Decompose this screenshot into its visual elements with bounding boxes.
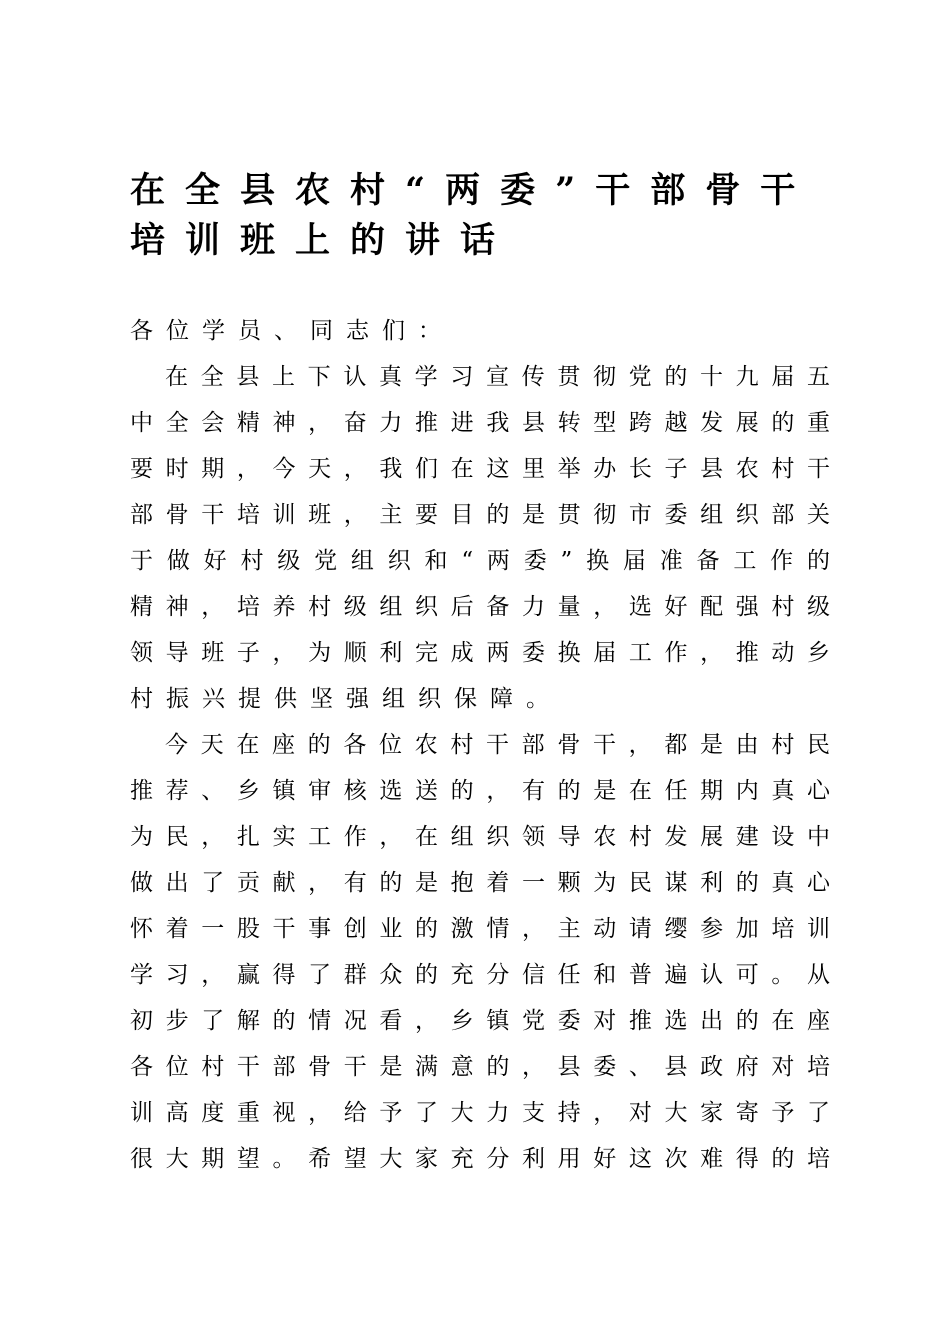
paragraph-1 (130, 354, 830, 722)
paragraph-line: 推荐、乡镇审核选送的，有的是在任期内真心 (130, 778, 830, 804)
paragraph-line: 今天在座的各位农村干部骨干，都是由村民 (165, 732, 830, 758)
paragraph-line: 中全会精神，奋力推进我县转型跨越发展的重 (130, 410, 830, 436)
paragraph-line: 初步了解的情况看，乡镇党委对推选出的在座 (130, 1008, 830, 1034)
paragraph-line: 要时期，今天，我们在这里举办长子县农村干 (130, 456, 830, 482)
paragraph-2 (130, 722, 830, 1182)
paragraph-line: 很大期望。希望大家充分利用好这次难得的培 (130, 1146, 830, 1172)
paragraph-line: 怀着一股干事创业的激情，主动请缨参加培训 (130, 916, 830, 942)
paragraph-line: 部骨干培训班，主要目的是贯彻市委组织部关 (130, 502, 830, 528)
paragraph-line: 训高度重视，给予了大力支持，对大家寄予了 (130, 1100, 830, 1126)
paragraph-line: 各位村干部骨干是满意的，县委、县政府对培 (130, 1054, 830, 1080)
paragraph-line: 为民，扎实工作，在组织领导农村发展建设中 (130, 824, 830, 850)
title-line: 在全县农村“两委”干部骨干 (130, 170, 816, 211)
paragraph-line: 精神，培养村级组织后备力量，选好配强村级 (130, 594, 830, 620)
paragraph-line: 领导班子，为顺利完成两委换届工作，推动乡 (130, 640, 830, 666)
paragraph-line: 在全县上下认真学习宣传贯彻党的十九届五 (165, 364, 830, 390)
paragraph-line: 村振兴提供坚强组织保障。 (130, 686, 562, 712)
document-body (130, 308, 830, 1182)
salutation: 各位学员、同志们： (130, 318, 454, 344)
paragraph-line: 学习，赢得了群众的充分信任和普遍认可。从 (130, 962, 830, 988)
document-title (130, 166, 830, 266)
title-line: 培训班上的讲话 (130, 220, 516, 261)
paragraph-line: 做出了贡献，有的是抱着一颗为民谋利的真心 (130, 870, 830, 896)
paragraph-line: 于做好村级党组织和“两委”换届准备工作的 (130, 548, 830, 574)
